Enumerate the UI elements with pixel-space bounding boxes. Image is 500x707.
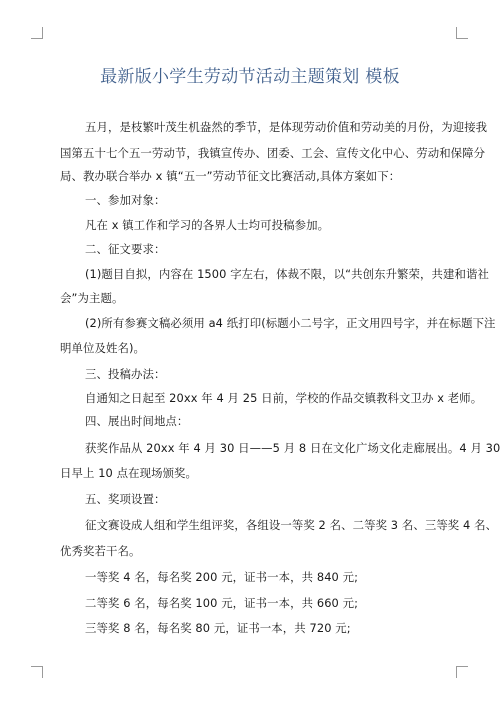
section-heading: 二、征文要求：	[85, 242, 166, 256]
section-heading: 一、参加对象：	[85, 193, 166, 207]
paragraph-line: 获奖作品从 20xx 年 4 月 30 日——5 月 8 日在文化广场文化走廊展出。4 月 30	[85, 441, 500, 455]
paragraph-line: 征文赛设成人组和学生组评奖，各组设一等奖 2 名、二等奖 3 名、三等奖 4 名、	[85, 518, 498, 532]
paragraph-line: 五月，是枝繁叶茂生机盎然的季节，是体现劳动价值和劳动美的月份，为迎接我	[85, 120, 488, 134]
document-title: 最新版小学生劳动节活动主题策划 模板	[100, 67, 400, 87]
paragraph-line: 二等奖 6 名，每名奖 100 元，证书一本，共 660 元;	[85, 596, 359, 610]
section-heading: 五、奖项设置：	[85, 492, 166, 506]
paragraph-line: 一等奖 4 名，每名奖 200 元，证书一本，共 840 元;	[85, 570, 359, 584]
paragraph-line: 自通知之日起至 20xx 年 4 月 25 日前，学校的作品交镇教科文卫办 x 老师。	[85, 391, 483, 405]
paragraph-line: 明单位及姓名)。	[60, 341, 145, 355]
section-heading: 四、展出时间地点：	[85, 414, 189, 428]
paragraph-line: (2)所有参赛文稿必须用 a4 纸打印(标题小二号字，正文用四号字，并在标题下注	[85, 316, 496, 330]
paragraph-line: 会”为主题。	[60, 291, 124, 305]
paragraph-line: 优秀奖若干名。	[60, 544, 141, 558]
paragraph-line: (1)题目自拟，内容在 1500 字左右，体裁不限，以“共创东升繁荣，共建和谐社	[85, 267, 489, 281]
crop-mark-top-right	[456, 27, 468, 39]
crop-mark-top-left	[31, 27, 43, 39]
section-heading: 三、投稿办法：	[85, 367, 166, 381]
paragraph-line: 国第五十七个五一劳动节，我镇宣传办、团委、工会、宣传文化中心、劳动和保障分	[60, 146, 486, 160]
crop-mark-bottom-left	[31, 666, 43, 678]
paragraph-line: 凡在 x 镇工作和学习的各界人士均可投稿参加。	[85, 218, 330, 232]
paragraph-line: 三等奖 8 名，每名奖 80 元，证书一本，共 720 元;	[85, 621, 351, 635]
crop-mark-bottom-right	[456, 666, 468, 678]
paragraph-line: 局、教办联合举办 x 镇“五一”劳动节征文比赛活动,具体方案如下：	[60, 169, 401, 183]
paragraph-line: 日早上 10 点在现场颁奖。	[60, 466, 198, 480]
